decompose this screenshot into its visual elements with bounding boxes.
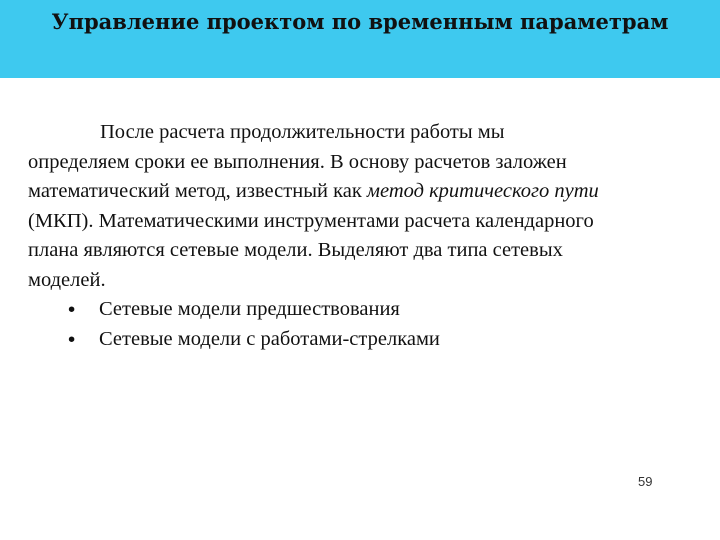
page-number: 59 (638, 474, 653, 489)
paragraph-line-2: определяем сроки ее выполнения. В основу расчетов заложен (28, 150, 567, 173)
bullet-text: Сетевые модели предшествования (99, 298, 400, 320)
paragraph-line-3: математический метод, известный как (28, 180, 367, 202)
bullet-icon: • (68, 327, 76, 351)
bullet-item (28, 325, 700, 355)
critical-path-method-term: метод критического пути (366, 180, 599, 202)
bullet-text: Сетевые модели с работами-стрелками (99, 327, 440, 350)
bullet-icon: • (68, 298, 76, 321)
paragraph-line-5: плана являются сетевые модели. Выделяют два типа сетевых (28, 239, 563, 261)
slide-content (28, 118, 700, 354)
bullet-list (28, 295, 700, 354)
body-paragraph (28, 118, 700, 295)
slide-title: Управление проектом по временным параметрам (51, 9, 669, 34)
paragraph-line-6: моделей. (28, 268, 106, 291)
paragraph-line-1: После расчета продолжительности работы мы (100, 121, 505, 143)
paragraph-line-4: (МКП). Математическими инструментами расчета календарного (28, 209, 594, 232)
bullet-item (28, 295, 700, 325)
